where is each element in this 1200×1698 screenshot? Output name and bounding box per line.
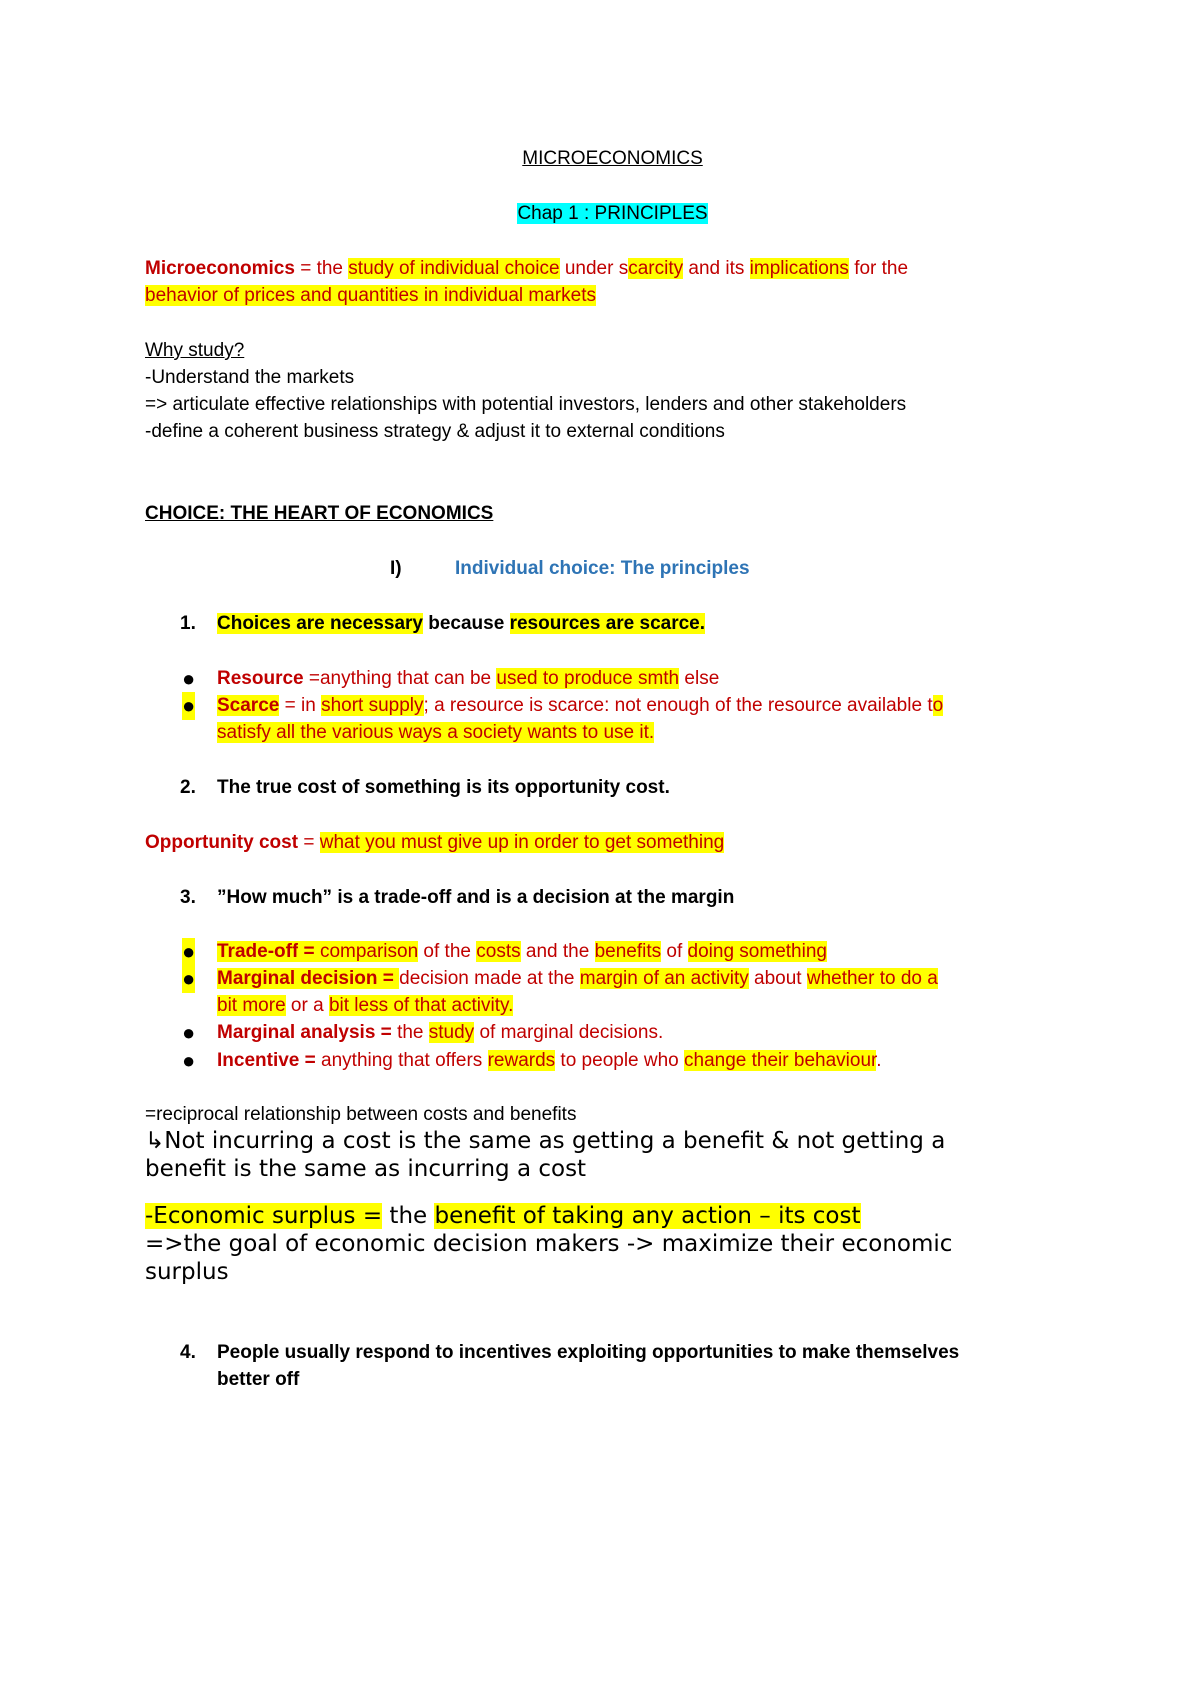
opportunity-cost-eq: = [298, 832, 320, 853]
principle-1-highlight-1: Choices are necessary [217, 613, 423, 634]
return-arrow-icon: ↳ [145, 1128, 165, 1154]
principle-3-number: 3. [180, 887, 196, 908]
bullet-marginal-text [217, 965, 938, 993]
opportunity-cost-term: Opportunity cost [145, 832, 299, 853]
bullet-incentive-t1: anything that offers [321, 1050, 488, 1071]
bullet-scarce-h2: o [932, 695, 944, 716]
principle-4-line-2: better off [217, 1369, 300, 1390]
reciprocal-line-3: benefit is the same as incurring a cost [145, 1156, 587, 1182]
bullet-scarce-term: Scarce [217, 695, 280, 716]
bullet-scarce-highlight-2: satisfy all the various ways a society wants to use it. [217, 722, 655, 743]
bullet-tradeoff-h2: costs [476, 941, 521, 962]
surplus-line-3: surplus [145, 1259, 229, 1285]
surplus-text-1: the [382, 1203, 435, 1229]
definition-text-6: for the [848, 258, 909, 279]
definition-highlight-1: study of individual choice [348, 258, 560, 279]
bullet-incentive-h1: rewards [487, 1050, 556, 1071]
bullet-marginal-h2: whether to do a [806, 968, 938, 989]
principle-1-text [217, 610, 705, 638]
surplus-line-2: =>the goal of economic decision makers -> maximize their economic [145, 1231, 953, 1257]
definition-highlight-4: behavior of prices and quantities in individual markets [145, 285, 596, 306]
subsection-title: Individual choice: The principles [455, 558, 750, 579]
surplus-line-1 [145, 1202, 1080, 1231]
bullet-marginal-t1: decision made at the [399, 968, 580, 989]
surplus-highlight-1: -Economic surplus = [145, 1203, 383, 1229]
definition-term: Microeconomics [145, 258, 295, 279]
bullet-marginal-line-2 [217, 992, 1080, 1020]
bullet-analysis-text [217, 1019, 663, 1047]
bullet-scarce-t2: ; a resource is scarce: not enough of the resource available t [423, 695, 933, 716]
bullet-scarce-t1: = in [279, 695, 322, 716]
bullet-incentive-eq: = [299, 1050, 322, 1071]
definition-line-1 [145, 255, 1080, 283]
bullet-tradeoff-t1: of the [418, 941, 477, 962]
principle-1-mid: because [422, 613, 510, 634]
bullet-dot: ● [182, 1048, 196, 1073]
why-study-heading: Why study? [145, 340, 245, 361]
surplus-highlight-2: benefit of taking any action – its cost [434, 1203, 861, 1229]
bullet-marginal-t2: about [748, 968, 807, 989]
bullet-incentive-t2: to people who [555, 1050, 685, 1071]
bullet-resource-term: Resource [217, 668, 304, 689]
principle-4-text: People usually respond to incentives exploiting opportunities to make themselves [217, 1342, 960, 1363]
bullet-dot: ● [182, 666, 196, 691]
bullet-analysis-t2: of marginal decisions. [474, 1022, 664, 1043]
bullet-tradeoff-text [217, 938, 827, 966]
bullet-scarce-h1: short supply [321, 695, 424, 716]
why-item-3: -define a coherent business strategy & adjust it to external conditions [145, 421, 725, 442]
bullet-marginal-h4: bit less of that activity. [328, 995, 514, 1016]
definition-highlight-3: implications [749, 258, 849, 279]
bullet-tradeoff-h3: benefits [594, 941, 662, 962]
bullet-resource-text [217, 665, 719, 693]
reciprocal-line-2 [145, 1127, 1080, 1156]
definition-text-2: under s [559, 258, 629, 279]
definition-eq: = the [294, 258, 349, 279]
chapter-label: Chap 1 : PRINCIPLES [517, 203, 708, 224]
bullet-tradeoff-h4: doing something [687, 941, 827, 962]
bullet-dot: ● [182, 939, 196, 964]
bullet-resource-t1: =anything that can be [303, 668, 497, 689]
bullet-incentive-text [217, 1047, 882, 1075]
opportunity-cost-definition [145, 829, 1080, 857]
bullet-incentive-t3: . [876, 1050, 882, 1071]
principle-2-number: 2. [180, 777, 196, 798]
bullet-dot: ● [182, 693, 196, 718]
reciprocal-text-2: Not incurring a cost is the same as getting a benefit & not getting a [164, 1128, 946, 1154]
bullet-dot: ● [182, 1020, 196, 1045]
bullet-tradeoff-t2: and the [520, 941, 595, 962]
bullet-tradeoff-h1: comparison [319, 941, 419, 962]
definition-highlight-2: carcity [628, 258, 684, 279]
bullet-analysis-h1: study [428, 1022, 475, 1043]
bullet-marginal-eq: = [377, 968, 400, 989]
bullet-analysis-t1: the [397, 1022, 429, 1043]
bullet-resource-t2: else [679, 668, 720, 689]
bullet-marginal-term: Marginal decision [217, 968, 378, 989]
bullet-marginal-h3: bit more [217, 995, 286, 1016]
principle-3-text: ”How much” is a trade-off and is a decision at the margin [217, 887, 735, 908]
why-item-1: -Understand the markets [145, 367, 355, 388]
chapter-heading [145, 200, 1080, 228]
principle-1-number: 1. [180, 613, 196, 634]
opportunity-cost-highlight: what you must give up in order to get something [319, 832, 725, 853]
definition-line-2 [145, 282, 1080, 310]
principle-4-number: 4. [180, 1342, 196, 1363]
reciprocal-line-1: =reciprocal relationship between costs and benefits [145, 1104, 577, 1125]
bullet-tradeoff-t3: of [661, 941, 688, 962]
bullet-analysis-eq: = [375, 1022, 398, 1043]
bullet-incentive-term: Incentive [217, 1050, 300, 1071]
bullet-analysis-term: Marginal analysis [217, 1022, 376, 1043]
bullet-tradeoff-eq: = [298, 941, 320, 962]
principle-2-text: The true cost of something is its opportunity cost. [217, 777, 670, 798]
bullet-marginal-h1: margin of an activity [579, 968, 749, 989]
document-title: MICROECONOMICS [522, 148, 703, 169]
bullet-scarce-line-2 [217, 719, 1080, 747]
subsection-roman: I) [390, 558, 402, 579]
principle-1-highlight-2: resources are scarce. [509, 613, 706, 634]
bullet-scarce-text [217, 692, 943, 720]
bullet-incentive-h2: change their behaviour [684, 1050, 877, 1071]
why-item-2: => articulate effective relationships with potential investors, lenders and other stakeholders [145, 394, 907, 415]
bullet-tradeoff-term: Trade-off [217, 941, 299, 962]
bullet-dot: ● [182, 966, 196, 991]
bullet-marginal-t3: or a [285, 995, 329, 1016]
definition-text-4: and its [683, 258, 750, 279]
section-heading: CHOICE: THE HEART OF ECONOMICS [145, 503, 494, 524]
bullet-resource-h1: used to produce smth [496, 668, 680, 689]
